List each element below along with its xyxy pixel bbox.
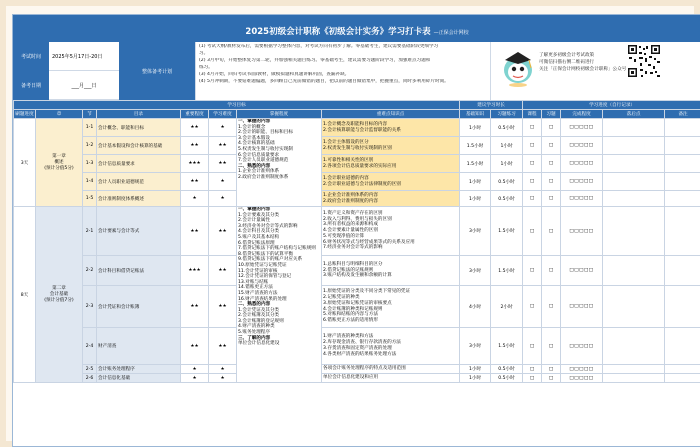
keypoint-item: 1.财产清查的种类和方法 [323, 334, 374, 340]
section-number-cell: 1-4 [83, 173, 97, 191]
mastery-item: 7.会计人员职业道德规范 [238, 158, 289, 164]
keypoint-item: 3.原始凭证和记账凭证的审核要点 [323, 300, 392, 306]
section-number-cell: 1-5 [83, 191, 97, 207]
behind-cell[interactable] [603, 137, 665, 155]
mascot-icon [501, 48, 535, 88]
keypoint-item: 3.所有者权益的来源和构成 [323, 222, 378, 228]
chapter-name-cell [36, 119, 83, 207]
course-checkbox[interactable]: □ [523, 365, 542, 374]
qr-caption-line: 可微信扫描右侧二维码进行 [539, 60, 595, 65]
notes-cell[interactable] [665, 256, 700, 286]
basic-time-cell: 1.5小时 [460, 137, 491, 155]
course-checkbox[interactable]: □ [523, 374, 542, 383]
mastery-item: 2.会计计量属性 [238, 218, 270, 224]
instructions [195, 42, 491, 100]
importance-cell: ★★★ [181, 155, 209, 173]
mastery-item: 10.原始凭证与记账凭证 [238, 262, 287, 268]
chapter-name-line: 第一章 [52, 153, 66, 159]
importance-cell: ★★ [181, 328, 209, 365]
behind-cell[interactable] [603, 374, 665, 383]
keypoint-item: 4.会计账簿的种类和记账规则 [323, 306, 383, 312]
keypoint-item: 2.会计职业道德与会计法律制度的区别 [323, 181, 401, 187]
importance-cell: ★★ [181, 207, 209, 256]
chapter-name-line: 会计基础 [49, 291, 69, 297]
mastery-cell [237, 119, 322, 207]
table-row [14, 374, 700, 383]
course-checkbox[interactable]: □ [523, 256, 542, 286]
mastery-item: 4.财产清查的种类 [238, 324, 275, 330]
basic-time-cell: 1小时 [460, 173, 491, 191]
table-row [14, 173, 700, 191]
mastery-item: 11.会计凭证的审核 [238, 268, 278, 274]
mastery-item: 1.企业会计准则体系 [238, 169, 280, 175]
page-title: 2025初级会计职称《初级会计实务》学习打卡表 [245, 27, 431, 37]
col-header: 目录 [97, 110, 181, 119]
mastery-item: 5.权责发生制与收付实现制 [238, 146, 293, 152]
difficulty-cell: ★★ [209, 256, 237, 286]
mastery-heading: 一、掌握的内容 [238, 207, 271, 212]
course-checkbox[interactable]: □ [523, 207, 542, 256]
mastery-item: 8.借贷记账法下的试算平衡 [238, 251, 293, 257]
info-panel [13, 42, 700, 100]
completion-boxes[interactable]: □□□□□ [561, 207, 603, 256]
table-row [14, 119, 700, 137]
notes-cell[interactable] [665, 119, 700, 137]
table-row [14, 191, 700, 207]
keypoint-item: 2.记账凭证的种类 [323, 294, 360, 300]
group-suggest: 建议学习时长 [460, 101, 523, 110]
keypoints-cell [322, 256, 460, 286]
mastery-heading: 二、熟悉的内容 [238, 163, 271, 169]
page-subtitle: —正保会计网校 [433, 30, 469, 36]
section-title-cell: 会计凭证和会计账簿 [97, 286, 181, 328]
mastery-heading: 一、掌握的内容 [238, 119, 271, 124]
importance-cell: ★★ [181, 173, 209, 191]
behind-cell[interactable] [603, 155, 665, 173]
completion-boxes[interactable]: □□□□□ [561, 191, 603, 207]
keypoints-cell [322, 173, 460, 191]
section-title-cell: 财产清查 [97, 328, 181, 365]
mastery-item: 14.错账更正方法 [238, 285, 273, 291]
exercise-checkbox[interactable]: □ [542, 365, 561, 374]
keypoint-item: 1.总账科目与明细科目的区分 [323, 261, 383, 267]
section-number-cell: 2-3 [83, 286, 97, 328]
section-title-cell: 会计准则制度体系概述 [97, 191, 181, 207]
section-title-cell: 会计人员职业道德规范 [97, 173, 181, 191]
importance-cell: ★★ [181, 137, 209, 155]
behind-cell[interactable] [603, 191, 665, 207]
keypoint-item: 2.会计核算职能与会计监督职能的关系 [323, 127, 401, 133]
difficulty-cell: ★★ [209, 207, 237, 256]
section-number-cell: 1-3 [83, 155, 97, 173]
completion-boxes[interactable]: □□□□□ [561, 173, 603, 191]
keypoint-item: 2.收入与利得、费用与损失的区别 [323, 216, 392, 222]
mastery-heading: 三、了解的内容 [238, 335, 271, 341]
keypoint-item: 6.财务状况等式与经营成果等式的关系及应用 [323, 239, 415, 245]
completion-boxes[interactable]: □□□□□ [561, 328, 603, 365]
exam-time-label: 考试时间 [13, 42, 49, 72]
basic-time-cell: 3小时 [460, 256, 491, 286]
keypoint-item: 1.企业会计准则体系的内容 [323, 192, 378, 198]
basic-time-cell: 3小时 [460, 328, 491, 365]
study-table [13, 100, 700, 383]
mastery-item: 12.会计凭证的保管与登记 [238, 274, 292, 280]
section-title-cell: 会计概念、职能和目标 [97, 119, 181, 137]
keypoints-cell [322, 328, 460, 365]
mastery-item: 1.会计的概念 [238, 124, 266, 130]
mastery-item: 1.会计要素及其分类 [238, 212, 280, 218]
keypoints-cell [322, 207, 460, 256]
mastery-item: 4.会计核算的基础 [238, 141, 275, 147]
practice-time-cell: 0.5小时 [491, 374, 523, 383]
prep-date-label: 备考日期 [13, 71, 49, 101]
difficulty-cell: ★★ [209, 155, 237, 173]
group-plan: 学习目标 [14, 101, 460, 110]
basic-time-cell: 4小时 [460, 286, 491, 328]
difficulty-cell: ★ [209, 191, 237, 207]
section-title-cell: 会计基本假设和会计核算的基础 [97, 137, 181, 155]
col-header: 节 [83, 110, 97, 119]
keypoint-item: 2.权责发生制与收付实现制的区别 [323, 145, 392, 151]
keypoints-cell [322, 155, 460, 173]
col-header: 课程 [523, 110, 542, 119]
keypoint-item: 单位会计信息化建设和应用 [323, 375, 379, 381]
keypoint-item: 1.原始凭证的分类及不同分类下常见的凭证 [323, 289, 411, 295]
table-row [14, 365, 700, 374]
completion-boxes[interactable]: □□□□□ [561, 374, 603, 383]
mastery-item: 5.账户及其基本结构 [238, 234, 280, 240]
exercise-checkbox[interactable]: □ [542, 137, 561, 155]
mastery-item: 6.会计信息质量要求 [238, 152, 280, 158]
col-header: 刷题进度 [15, 111, 34, 117]
mastery-item: 2.会计账簿及其分类 [238, 313, 280, 319]
course-checkbox[interactable]: □ [523, 155, 542, 173]
course-checkbox[interactable]: □ [523, 119, 542, 137]
section-number-cell: 2-1 [83, 207, 97, 256]
table-row [14, 207, 700, 256]
mastery-item: 9.借贷记账法下的账户对应关系 [238, 257, 303, 263]
completion-boxes[interactable]: □□□□□ [561, 155, 603, 173]
practice-time-cell: 0.5小时 [491, 173, 523, 191]
practice-time-cell: 1.5小时 [491, 256, 523, 286]
keypoints-cell [322, 365, 460, 374]
study-table-body [14, 119, 700, 383]
prep-date-value[interactable]: ___月___日 [49, 71, 119, 100]
mastery-item: 5.账务处理程序 [238, 330, 270, 336]
exercise-checkbox[interactable]: □ [542, 191, 561, 207]
behind-cell[interactable] [603, 119, 665, 137]
course-checkbox[interactable]: □ [523, 137, 542, 155]
notes-cell[interactable] [665, 191, 700, 207]
difficulty-cell: ★★ [209, 328, 237, 365]
instruction-line: 练习。 [199, 64, 213, 70]
keypoint-item: 7.经济业务对会计等式的影响 [323, 245, 383, 251]
keypoint-item: 1.会计职业道德的内容 [323, 175, 369, 181]
notes-cell[interactable] [665, 137, 700, 155]
importance-cell: ★ [181, 374, 209, 383]
keypoint-item: 1.资产定义和资产存在的区别 [323, 210, 383, 216]
keypoint-item: 5.可变现净值的计算 [323, 233, 365, 239]
mastery-item: 1.会计凭证及其分类 [238, 307, 280, 313]
basic-time-cell: 1.5小时 [460, 155, 491, 173]
practice-time-cell: 1小时 [491, 155, 523, 173]
keypoint-item: 1.会计主体假设的区分 [323, 139, 369, 145]
basic-time-cell: 3小时 [460, 207, 491, 256]
completion-boxes[interactable]: □□□□□ [561, 256, 603, 286]
keypoints-cell [322, 374, 460, 383]
col-header: 掌握程度 [237, 110, 322, 119]
keypoint-item: 1.可靠性和相关性的区别 [323, 157, 374, 163]
qr-caption-line: 了解更多初级会计考试政策 [539, 53, 595, 58]
practice-time-cell: 0.5小时 [491, 365, 523, 374]
mastery-heading: 二、熟悉的内容 [238, 302, 271, 308]
col-header: 章 [36, 110, 83, 119]
behind-cell[interactable] [603, 173, 665, 191]
difficulty-cell: ★ [209, 365, 237, 374]
behind-cell[interactable] [603, 365, 665, 374]
behind-cell[interactable] [603, 328, 665, 365]
keypoints-cell [322, 137, 460, 155]
notes-cell[interactable] [665, 286, 700, 328]
mastery-item: 3.会计基本假设 [238, 135, 270, 141]
completion-boxes[interactable]: □□□□□ [561, 365, 603, 374]
mastery-item: 7.借贷记账法下的账户结构与记账规则 [238, 246, 316, 252]
keypoint-item: 1.会计概念及职能和目标的内容 [323, 121, 388, 127]
exercise-checkbox[interactable]: □ [542, 328, 561, 365]
importance-cell: ★★ [181, 286, 209, 328]
behind-cell[interactable] [603, 286, 665, 328]
importance-cell: ★★★ [181, 256, 209, 286]
course-checkbox[interactable]: □ [523, 191, 542, 207]
prep-plan-label: 整体备考计划 [119, 42, 195, 101]
group-header-row [14, 101, 700, 110]
exercise-checkbox[interactable]: □ [542, 207, 561, 256]
mastery-item: 4.会计科目及其分类 [238, 229, 280, 235]
keypoint-item: 6.错账更正方法的适用情形 [323, 318, 378, 324]
completion-boxes[interactable]: □□□□□ [561, 137, 603, 155]
keypoint-item: 2.政府会计准则制度的内容 [323, 198, 378, 204]
table-row [14, 286, 700, 328]
keypoint-item: 各项会计账务处理程序的特点及适用范围 [323, 366, 406, 372]
exercise-checkbox[interactable]: □ [542, 155, 561, 173]
table-row [14, 137, 700, 155]
exam-time-value: 2025年5月17日-20日 [49, 42, 119, 71]
importance-cell: ★ [181, 191, 209, 207]
practice-time-cell: 0.5小时 [491, 119, 523, 137]
basic-time-cell: 1小时 [460, 365, 491, 374]
chapter-name-line: 概述 [54, 159, 64, 165]
keypoint-item: 3.账户结构及发生额和余额的计算 [323, 273, 392, 279]
behind-cell[interactable] [603, 256, 665, 286]
notes-cell[interactable] [665, 155, 700, 173]
exercise-checkbox[interactable]: □ [542, 286, 561, 328]
qr-caption-line: 关注「正保会计网校初级会计职称」公众号 [539, 67, 627, 72]
course-checkbox[interactable]: □ [523, 328, 542, 365]
table-row [14, 256, 700, 286]
section-title-cell: 会计科目和借贷记账法 [97, 256, 181, 286]
difficulty-cell: ★★ [209, 286, 237, 328]
instruction-line: (2) 3月中旬，开始整体复习第二轮，并加强相关题目练习。零基础考生，建议需要习题阶段学习，加强难点习题和 [199, 57, 431, 63]
mastery-item: 6.借贷记账法原理 [238, 240, 275, 246]
table-row [14, 328, 700, 365]
table-row [14, 155, 700, 173]
keypoint-item: 2.各项会计信息质量要求的实际应用 [323, 163, 397, 169]
section-title-cell: 会计信息质量要求 [97, 155, 181, 173]
instruction-line: (1) 考试大纲/教材发布后，需要根据学习整体内容，对考试方向有初步了解。零基础考生，建议需要基础阶段更细学习 [199, 44, 439, 49]
days-cell: 3天 [14, 119, 36, 207]
section-number-cell: 2-2 [83, 256, 97, 286]
column-header-row [14, 110, 700, 119]
practice-time-cell: 2小时 [491, 286, 523, 328]
chapter-name-line: (预计分值5分) [44, 165, 74, 171]
keypoint-item: 4.会计要素计量属性的区别 [323, 228, 378, 234]
mastery-item: 16.财产清查结果的处理 [238, 296, 287, 302]
col-header: 重要程度 [181, 110, 209, 119]
keypoints-cell [322, 191, 460, 207]
exercise-checkbox[interactable]: □ [542, 256, 561, 286]
notes-cell[interactable] [665, 173, 700, 191]
basic-time-cell: 1小时 [460, 119, 491, 137]
keypoint-item: 4.各类财产清查的结果账务处理方法 [323, 351, 397, 357]
chapter-name-line: (预计分值7分) [44, 297, 74, 303]
difficulty-cell: ★ [209, 119, 237, 137]
col-header: 习题 [542, 110, 561, 119]
chapter-name-line: 第二章 [52, 285, 66, 291]
practice-time-cell: 0.5小时 [491, 191, 523, 207]
section-title-cell: 会计信息化基础 [97, 374, 181, 383]
practice-time-cell: 1小时 [491, 137, 523, 155]
practice-time-cell: 1.5小时 [491, 207, 523, 256]
mastery-item: 13.对账与结账 [238, 279, 269, 285]
notes-cell[interactable] [665, 328, 700, 365]
basic-time-cell: 1小时 [460, 191, 491, 207]
mastery-item: 单位会计信息化建设 [238, 341, 280, 347]
keypoint-item: 2.库存现金清查、银行存款清查的方法 [323, 340, 401, 346]
section-number-cell: 2-5 [83, 365, 97, 374]
exercise-checkbox[interactable]: □ [542, 173, 561, 191]
completion-boxes[interactable]: □□□□□ [561, 286, 603, 328]
keypoint-item: 3.存货清查和固定资产清查的处理 [323, 346, 392, 351]
keypoint-item: 5.对账和结账的内容与方法 [323, 312, 378, 318]
section-number-cell: 2-4 [83, 328, 97, 365]
notes-cell[interactable] [665, 365, 700, 374]
course-checkbox[interactable]: □ [523, 173, 542, 191]
keypoints-cell [322, 119, 460, 137]
col-header: 落后点 [603, 110, 665, 119]
notes-cell[interactable] [665, 207, 700, 256]
exercise-checkbox[interactable]: □ [542, 119, 561, 137]
group-progress: 学习进度（自行记录） [523, 101, 700, 110]
mastery-item: 15.财产清查的方法 [238, 290, 278, 296]
mastery-item: 2.政府会计准则制度体系 [238, 174, 289, 180]
section-number-cell: 2-6 [83, 374, 97, 383]
completion-boxes[interactable]: □□□□□ [561, 119, 603, 137]
col-header: 学习难度 [209, 110, 237, 119]
col-header: 重难点知识点 [322, 110, 460, 119]
practice-time-cell: 1.5小时 [491, 328, 523, 365]
notes-cell[interactable] [665, 374, 700, 383]
behind-cell[interactable] [603, 207, 665, 256]
keypoints-cell [322, 286, 460, 328]
course-checkbox[interactable]: □ [523, 286, 542, 328]
qr-code-icon[interactable] [627, 44, 661, 78]
importance-cell: ★★ [181, 119, 209, 137]
col-header: 习题练习 [491, 110, 523, 119]
title-bar [13, 15, 700, 42]
col-header: 备注 [665, 110, 700, 119]
instruction-line: (3) 4月开始，回归考试书面/教材，做模拟题和真题讲解巩固，查漏补缺。 [199, 71, 350, 77]
importance-cell: ★ [181, 365, 209, 374]
col-header: 完成程度 [561, 110, 603, 119]
study-sheet [12, 14, 700, 447]
instruction-line: (4) 5月冲刺期，不要钻难题偏题，多回顾自己先前做错的题目，把以前的题目做错集中，把握重点，同时多利用碎片时间。 [199, 78, 449, 84]
exercise-checkbox[interactable]: □ [542, 374, 561, 383]
mastery-cell [237, 207, 322, 383]
section-number-cell: 1-1 [83, 119, 97, 137]
section-title-cell: 会计账务处理程序 [97, 365, 181, 374]
basic-time-cell: 1小时 [460, 374, 491, 383]
keypoint-item: 2.借贷记账法的记账规则 [323, 267, 374, 273]
mastery-item: 3.经济业务对会计等式的影响 [238, 223, 298, 229]
days-cell: 8天 [14, 207, 36, 383]
instruction-line: 习。 [199, 50, 209, 56]
difficulty-cell: ★ [209, 374, 237, 383]
mastery-item: 3.会计账簿的登记规则 [238, 318, 284, 324]
section-title-cell: 会计要素与会计等式 [97, 207, 181, 256]
difficulty-cell: ★ [209, 173, 237, 191]
chapter-name-cell [36, 207, 83, 383]
difficulty-cell: ★★ [209, 137, 237, 155]
section-number-cell: 1-2 [83, 137, 97, 155]
mastery-item: 2.会计的职能、目标和目标 [238, 130, 293, 136]
col-header: 基础知识 [460, 110, 491, 119]
